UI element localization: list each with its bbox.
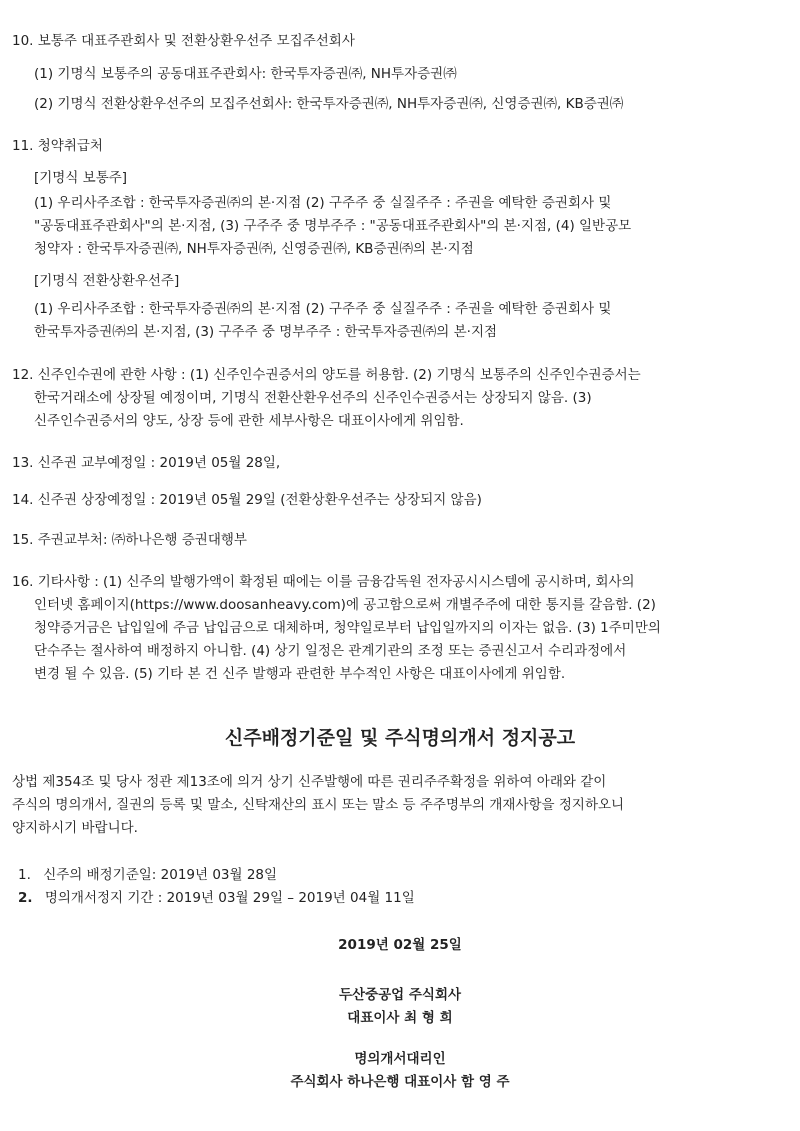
notice-body-line-2: 주식의 명의개서, 질권의 등록 및 말소, 신탁재산의 표시 또는 말소 등 주주명부의 개재사항을 정지하오니 xyxy=(12,797,625,813)
item-11-preferred-label: [기명식 전환상환우선주] xyxy=(34,273,180,289)
item-11-preferred-line-1: (1) 우리사주조합 : 한국투자증권㈜의 본·지점 (2) 구주주 중 실질주주 : 주권을 예탁한 증권회사 및 xyxy=(34,301,612,317)
notice-body-line-3: 양지하시기 바랍니다. xyxy=(12,820,138,836)
item-11-heading: 11. 청약취급처 xyxy=(12,138,103,154)
item-13: 13. 신주권 교부예정일 : 2019년 05월 28일, xyxy=(12,455,281,471)
item-11-common-line-3: 청약자 : 한국투자증권㈜, NH투자증권㈜, 신영증권㈜, KB증권㈜의 본·지점 xyxy=(34,241,474,257)
item-14: 14. 신주권 상장예정일 : 2019년 05월 29일 (전환상환우선주는 상장되지 않음) xyxy=(12,492,482,508)
item-11-common-line-1: (1) 우리사주조합 : 한국투자증권㈜의 본·지점 (2) 구주주 중 실질주주 : 주권을 예탁한 증권회사 및 xyxy=(34,195,612,211)
item-15: 15. 주권교부처: ㈜하나은행 증권대행부 xyxy=(12,532,247,548)
item-11-preferred-paragraph xyxy=(34,298,774,344)
item-11-common-line-2: "공동대표주관회사"의 본·지점, (3) 구주주 중 명부주주 : "공동대표주관회사"의 본·지점, (4) 일반공모 xyxy=(34,218,632,234)
notice-list-text: 명의개서정지 기간 : 2019년 03월 29일 – 2019년 04월 11일 xyxy=(44,890,415,906)
notice-body xyxy=(12,771,772,840)
item-12-line-3: 신주인수권증서의 양도, 상장 등에 관한 세부사항은 대표이사에게 위임함. xyxy=(34,413,464,429)
item-16-paragraph xyxy=(12,571,774,686)
item-16-line-3: 청약증거금은 납입일에 주금 납입금으로 대체하며, 청약일로부터 납입일까지의 이자는 없음. (3) 1주미만의 xyxy=(34,620,661,636)
item-16-line-2: 인터넷 홈페이지(https://www.doosanheavy.com)에 공고함으로써 개별주주에 대한 통지를 갈음함. (2) xyxy=(34,597,656,613)
item-16-line-1: 16. 기타사항 : (1) 신주의 발행가액이 확정된 때에는 이를 금융감독원 전자공시시스템에 공시하며, 회사의 xyxy=(12,574,635,590)
item-12-line-2: 한국거래소에 상장될 예정이며, 기명식 전환산환우선주의 신주인수권증서는 상장되지 않음. (3) xyxy=(34,390,592,406)
notice-date: 2019년 02월 25일 xyxy=(338,937,462,953)
ceo-name: 대표이사 최 형 희 xyxy=(347,1010,453,1026)
item-10-heading: 10. 보통주 대표주관회사 및 전환상환우선주 모집주선회사 xyxy=(12,33,355,49)
transfer-agent-label: 명의개서대리인 xyxy=(354,1051,446,1067)
item-11-common-paragraph xyxy=(34,192,774,261)
item-12-line-1: 12. 신주인수권에 관한 사항 : (1) 신주인수권증서의 양도를 허용함. (2) 기명식 보통주의 신주인수권증서는 xyxy=(12,367,641,383)
item-16-line-4: 단수주는 절사하여 배정하지 아니함. (4) 상기 일정은 관계기관의 조정 또는 증권신고서 수리과정에서 xyxy=(34,643,627,659)
notice-list-number: 2. xyxy=(18,890,33,906)
item-12-paragraph xyxy=(12,364,774,433)
notice-title: 신주배정기준일 및 주식명의개서 정지공고 xyxy=(224,727,576,749)
item-16-line-5: 변경 될 수 있음. (5) 기타 본 건 신주 발행과 관련한 부수적인 사항은 대표이사에게 위임함. xyxy=(34,666,566,682)
notice-body-line-1: 상법 제354조 및 당사 정관 제13조에 의거 상기 신주발행에 따른 권리주주확정을 위하여 아래와 같이 xyxy=(12,774,607,790)
notice-list-item-1 xyxy=(18,864,277,887)
notice-list-number: 1. xyxy=(18,867,31,883)
item-10-line-2: (2) 기명식 전환상환우선주의 모집주선회사: 한국투자증권㈜, NH투자증권㈜, 신영증권㈜, KB증권㈜ xyxy=(34,96,624,112)
company-name: 두산중공업 주식회사 xyxy=(338,987,462,1003)
item-11-preferred-line-2: 한국투자증권㈜의 본·지점, (3) 구주주 중 명부주주 : 한국투자증권㈜의 본·지점 xyxy=(34,324,498,340)
notice-list-item-2 xyxy=(18,887,415,910)
notice-list-text: 신주의 배정기준일: 2019년 03월 28일 xyxy=(43,867,278,883)
transfer-agent: 주식회사 하나은행 대표이사 함 영 주 xyxy=(290,1074,510,1090)
item-11-common-label: [기명식 보통주] xyxy=(34,170,128,186)
item-10-line-1: (1) 기명식 보통주의 공동대표주관회사: 한국투자증권㈜, NH투자증권㈜ xyxy=(34,66,457,82)
